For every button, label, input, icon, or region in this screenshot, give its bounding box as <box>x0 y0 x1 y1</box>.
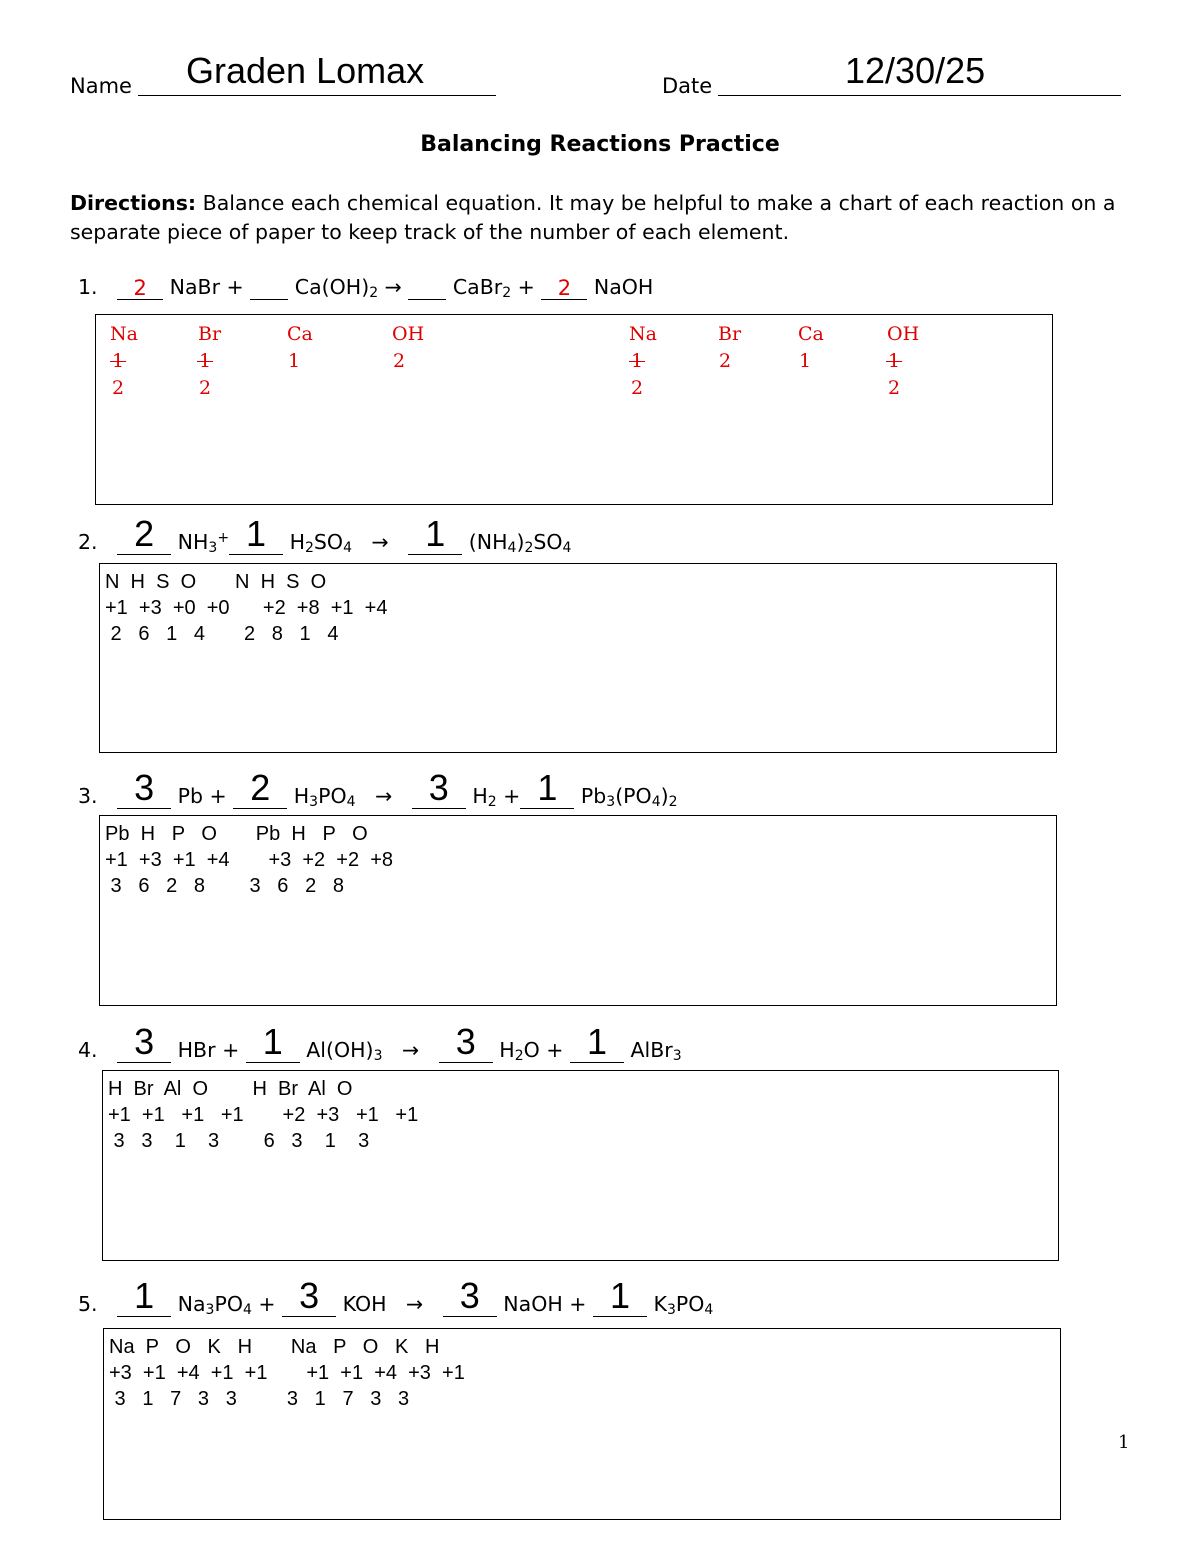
count: 1 <box>799 350 812 372</box>
work-line: +1 +3 +0 +0 +2 +8 +1 +4 <box>105 597 388 619</box>
coefficient-blank[interactable] <box>246 1021 300 1063</box>
coefficient-blank[interactable] <box>117 513 171 555</box>
work-box-2[interactable] <box>99 563 1057 753</box>
work-box-1[interactable] <box>95 314 1053 505</box>
name-line <box>138 95 496 96</box>
coefficient: 3 <box>134 767 155 808</box>
coefficient: 2 <box>557 276 572 300</box>
work-line: 2 6 1 4 2 8 1 4 <box>105 623 339 645</box>
count: 1 <box>288 350 301 372</box>
directions <box>70 189 1130 247</box>
coefficient-blank[interactable] <box>408 513 462 555</box>
coefficient: 3 <box>428 767 449 808</box>
coefficient: 3 <box>299 1275 320 1316</box>
directions-text: Balance each chemical equation. It may be helpful to make a chart of each reaction on a separate piece of paper to keep track of the number of each element. <box>70 191 1116 244</box>
coefficient-blank[interactable] <box>570 1021 624 1063</box>
coefficient-blank[interactable] <box>520 767 574 809</box>
coefficient: 1 <box>425 513 446 554</box>
coefficient: 1 <box>586 1021 607 1062</box>
work-box-5[interactable] <box>103 1328 1061 1520</box>
problem-number: 1. <box>78 275 98 299</box>
table-header: Na <box>629 323 657 345</box>
count: 2 <box>631 377 644 399</box>
work-line: +1 +3 +1 +4 +3 +2 +2 +8 <box>105 849 393 871</box>
coefficient-blank[interactable] <box>117 275 163 300</box>
coefficient-blank[interactable] <box>117 1275 171 1317</box>
coefficient: 1 <box>537 767 558 808</box>
table-header: Br <box>198 323 222 345</box>
work-line: +1 +1 +1 +1 +2 +3 +1 +1 <box>108 1104 419 1126</box>
coefficient-blank[interactable] <box>117 767 171 809</box>
table-header: OH <box>392 323 425 345</box>
work-box-3[interactable] <box>99 815 1057 1006</box>
page-title: Balancing Reactions Practice <box>420 132 780 157</box>
coefficient: 1 <box>262 1021 283 1062</box>
crossed-count: 1 <box>888 350 901 372</box>
table-header: Ca <box>287 323 313 345</box>
coefficient: 3 <box>134 1021 155 1062</box>
equation-2: 2. 2 $NH_3^+$ 1 $H_2SO_4$ → 1 $(NH_4)_2SO_4$ <box>78 513 572 556</box>
name-value[interactable]: Graden Lomax <box>186 50 425 91</box>
problem-number: 4. <box>78 1038 98 1062</box>
coefficient-blank[interactable] <box>229 513 283 555</box>
count: 2 <box>888 377 901 399</box>
coefficient-blank[interactable] <box>412 767 466 809</box>
coefficient-blank[interactable] <box>443 1275 497 1317</box>
coefficient-blank[interactable] <box>117 1021 171 1063</box>
coefficient: 2 <box>133 276 147 300</box>
work-line: 3 3 1 3 6 3 1 3 <box>108 1130 370 1152</box>
equation-1: 1. 2 NaBr + $Ca(OH)_2$ → CaBr$_2$ + 2 NaOH <box>78 275 654 301</box>
work-line: N H S O N H S O <box>105 571 327 593</box>
count: 2 <box>393 350 406 372</box>
table-header: OH <box>887 323 920 345</box>
date-line <box>718 95 1121 96</box>
equation-4: 4. 3 HBr + 1 $Al(OH)_3$ → 3 $H_2O$ + 1 AlBr$_3$ <box>78 1021 682 1064</box>
coefficient-blank[interactable] <box>233 767 287 809</box>
work-line: Na P O K H Na P O K H <box>109 1336 440 1358</box>
crossed-count: 1 <box>199 350 212 372</box>
work-line: 3 6 2 8 3 6 2 8 <box>105 875 345 897</box>
problem-number: 2. <box>78 530 98 554</box>
table-header: Br <box>718 323 742 345</box>
problem-number: 3. <box>78 784 98 808</box>
date-value[interactable]: 12/30/25 <box>845 50 986 91</box>
work-line: +3 +1 +4 +1 +1 +1 +1 +4 +3 +1 <box>109 1362 465 1384</box>
count: 2 <box>199 377 212 399</box>
coefficient-blank[interactable] <box>250 275 288 300</box>
page-number: 1 <box>1118 1432 1130 1453</box>
coefficient-blank[interactable] <box>439 1021 493 1063</box>
problem-number: 5. <box>78 1292 98 1316</box>
table-header: Na <box>110 323 138 345</box>
count: 2 <box>112 377 125 399</box>
coefficient: 2 <box>250 767 271 808</box>
coefficient-blank[interactable] <box>593 1275 647 1317</box>
count: 2 <box>719 350 732 372</box>
table-header: Ca <box>798 323 824 345</box>
name-label: Name <box>70 74 132 98</box>
coefficient-blank[interactable] <box>541 275 587 300</box>
directions-label: Directions: <box>70 191 197 215</box>
work-line: H Br Al O H Br Al O <box>108 1078 353 1100</box>
coefficient: 1 <box>246 513 267 554</box>
work-line: Pb H P O Pb H P O <box>105 823 368 845</box>
coefficient: 3 <box>459 1275 480 1316</box>
equation-5: 5. 1 $Na_3PO_4$ + 3 KOH → 3 NaOH + 1 $K_3PO_4$ <box>78 1275 714 1318</box>
equation-3: 3. 3 Pb + 2 $H_3PO_4$ → 3 $H_2$ + 1 $Pb_3(PO_4)_2$ <box>78 767 678 810</box>
coefficient-blank[interactable] <box>408 275 446 300</box>
work-box-4[interactable] <box>102 1070 1059 1261</box>
crossed-count: 1 <box>112 350 125 372</box>
coefficient-blank[interactable] <box>282 1275 336 1317</box>
coefficient: 1 <box>134 1275 155 1316</box>
coefficient: 3 <box>455 1021 476 1062</box>
crossed-count: 1 <box>631 350 644 372</box>
work-line: 3 1 7 3 3 3 1 7 3 3 <box>109 1388 410 1410</box>
date-label: Date <box>662 74 713 98</box>
coefficient: 1 <box>609 1275 630 1316</box>
coefficient: 2 <box>134 513 155 554</box>
